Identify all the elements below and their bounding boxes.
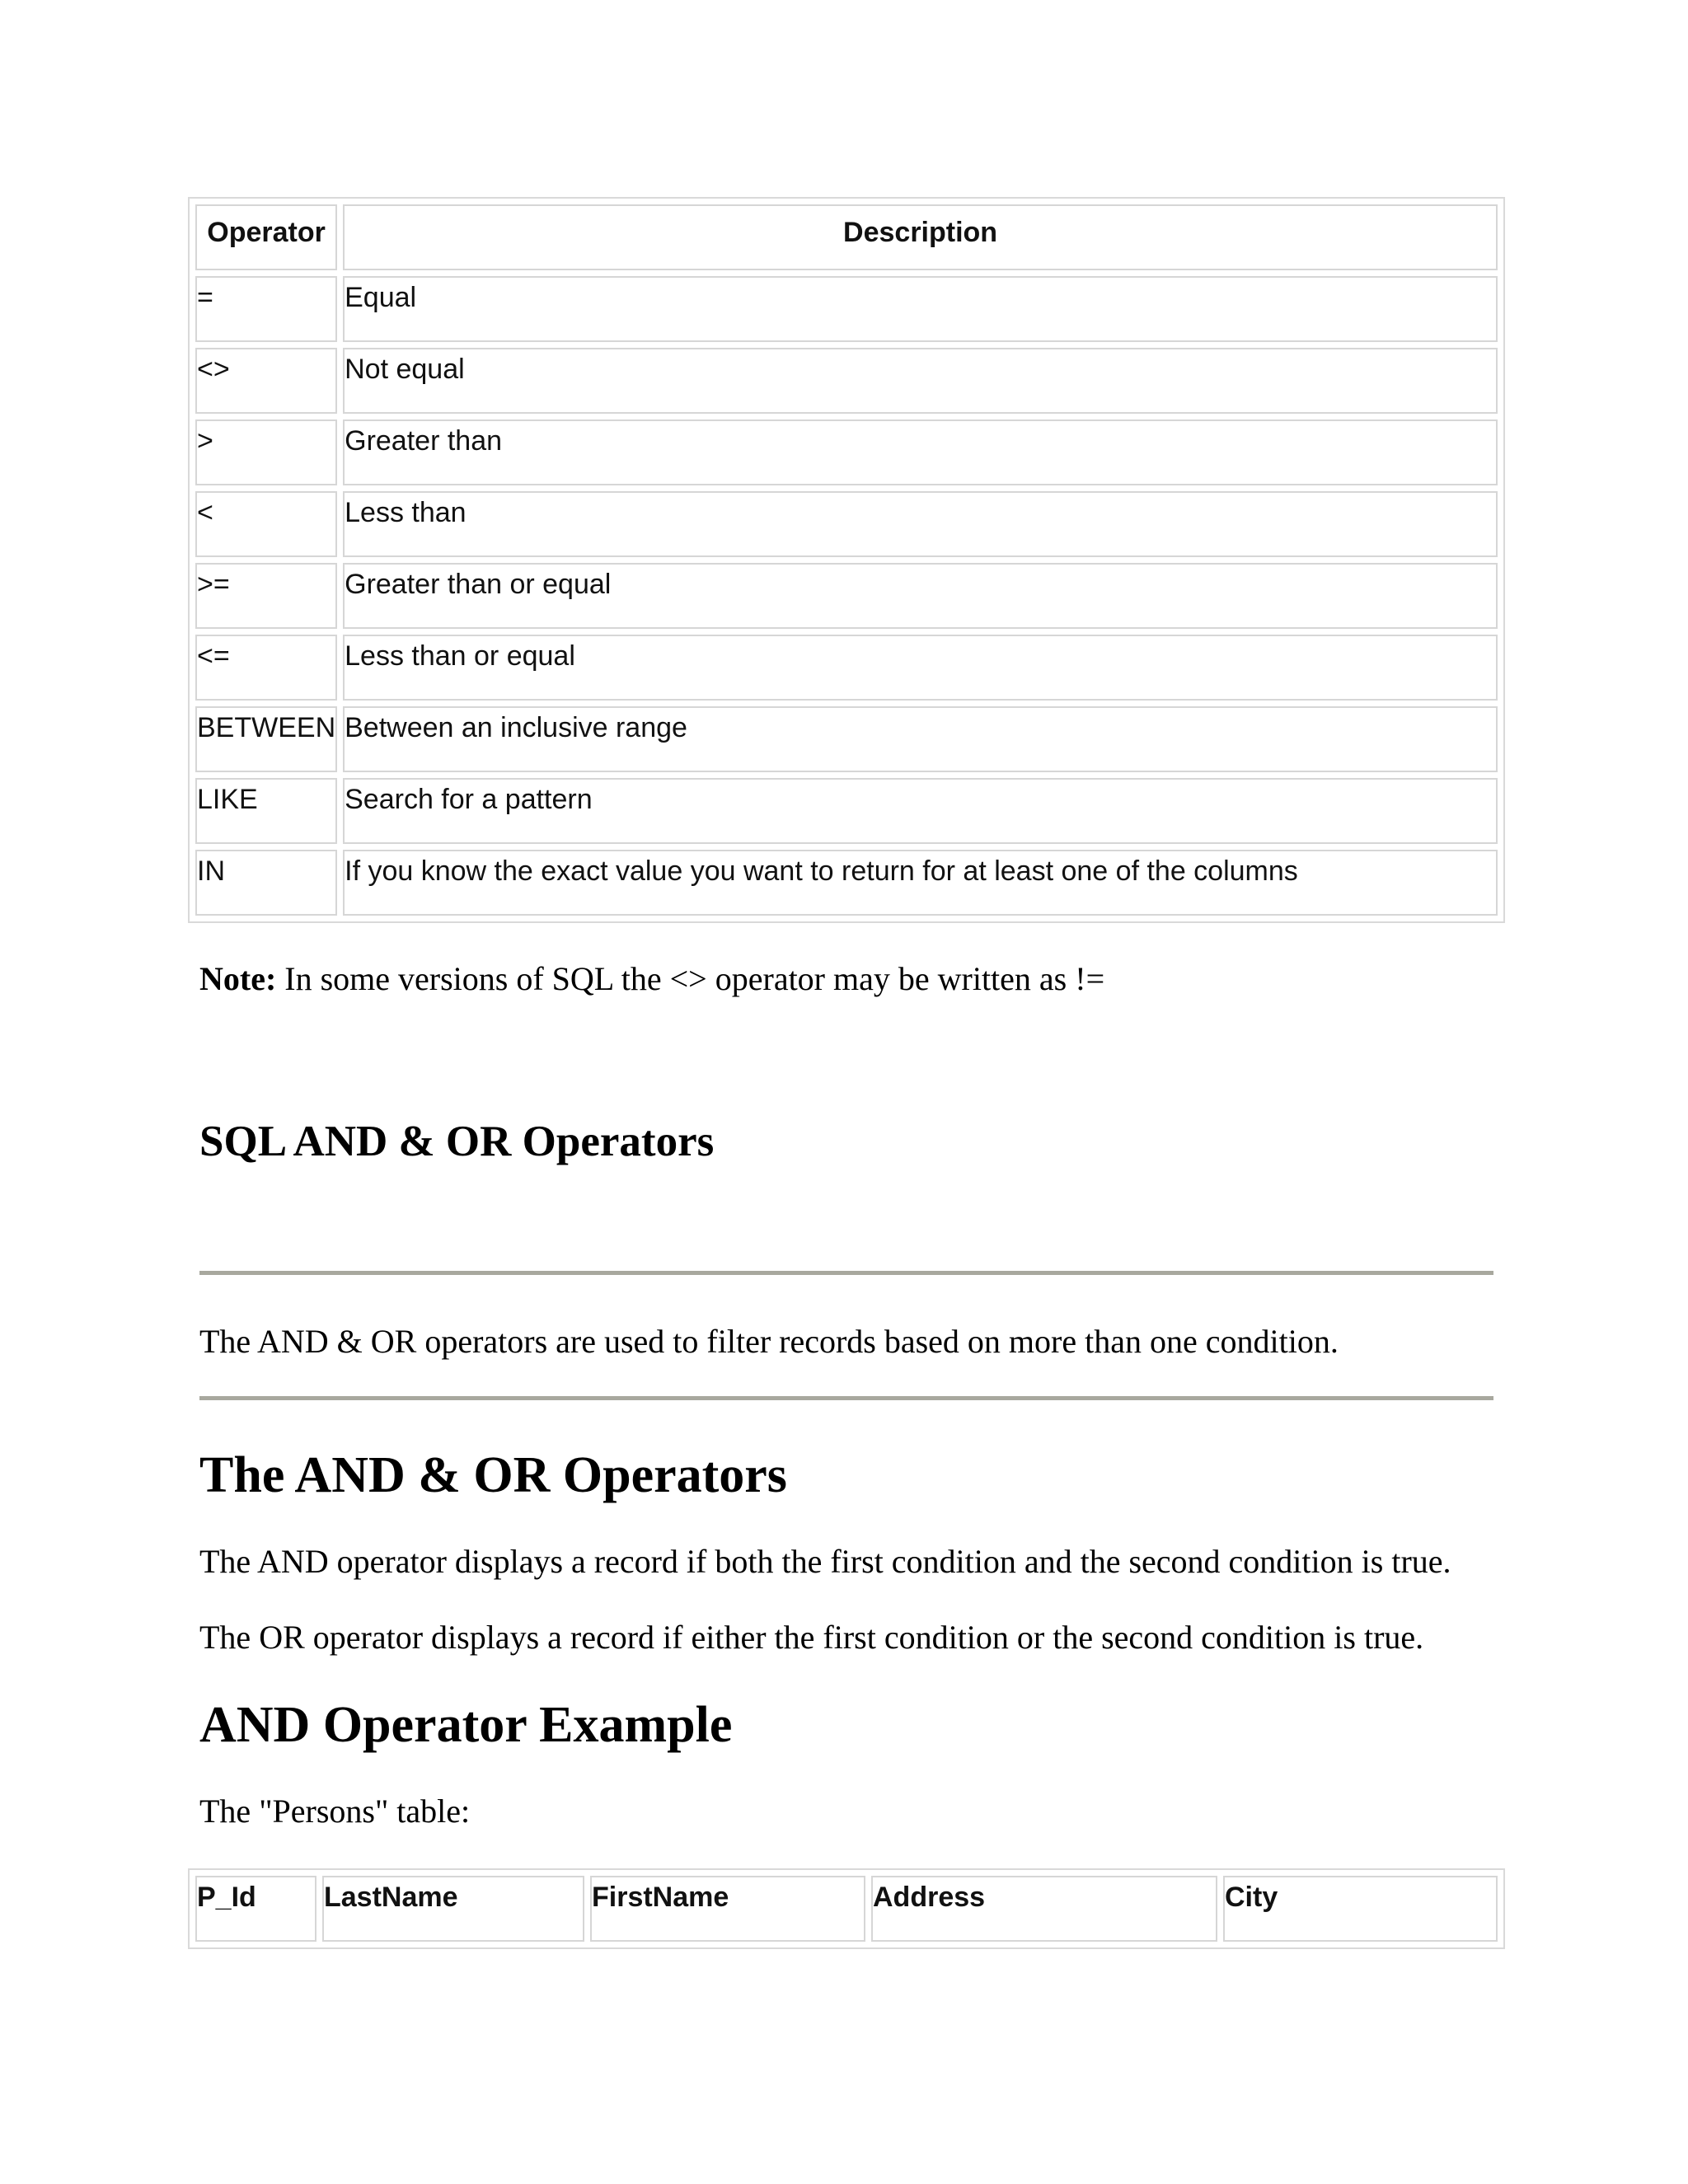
column-header-city: City: [1223, 1876, 1498, 1942]
column-header-lastname: LastName: [322, 1876, 584, 1942]
operator-cell: <>: [195, 348, 337, 414]
note-paragraph: [199, 958, 1104, 1000]
table-header-row: [195, 1876, 1498, 1942]
table-row: [195, 706, 1498, 772]
intro-paragraph: The AND & OR operators are used to filter records based on more than one condition.: [199, 1323, 1339, 1360]
column-header-p-id: P_Id: [195, 1876, 316, 1942]
column-header-firstname: FirstName: [590, 1876, 865, 1942]
andor-heading: The AND & OR Operators: [199, 1447, 787, 1503]
persons-table: [188, 1868, 1505, 1949]
note-label: Note:: [199, 960, 277, 997]
operator-cell: >: [195, 419, 337, 485]
description-cell: Between an inclusive range: [343, 706, 1498, 772]
description-cell: Equal: [343, 276, 1498, 342]
table-row: [195, 348, 1498, 414]
section-heading: SQL AND & OR Operators: [199, 1118, 715, 1165]
note-text: In some versions of SQL the <> operator may be written as !=: [276, 960, 1105, 997]
table-row: [195, 491, 1498, 557]
description-cell: Search for a pattern: [343, 778, 1498, 844]
table-row: [195, 276, 1498, 342]
description-cell: Greater than or equal: [343, 563, 1498, 629]
operator-cell: LIKE: [195, 778, 337, 844]
persons-caption: The "Persons" table:: [199, 1793, 471, 1830]
description-cell: If you know the exact value you want to return for at least one of the columns: [343, 850, 1498, 916]
operator-cell: <: [195, 491, 337, 557]
description-cell: Less than or equal: [343, 635, 1498, 701]
operator-column-header: Operator: [195, 204, 337, 270]
description-cell: Greater than: [343, 419, 1498, 485]
table-row: [195, 419, 1498, 485]
description-cell: Less than: [343, 491, 1498, 557]
and-description: The AND operator displays a record if both the first condition and the second condition is true.: [199, 1543, 1451, 1580]
horizontal-divider: [199, 1396, 1493, 1400]
operator-cell: <=: [195, 635, 337, 701]
or-description: The OR operator displays a record if either the first condition or the second condition is true.: [199, 1619, 1424, 1656]
operator-cell: IN: [195, 850, 337, 916]
table-row: [195, 635, 1498, 701]
table-row: [195, 778, 1498, 844]
table-header-row: [195, 204, 1498, 270]
operator-cell: =: [195, 276, 337, 342]
description-cell: Not equal: [343, 348, 1498, 414]
table-row: [195, 850, 1498, 916]
operator-cell: >=: [195, 563, 337, 629]
operator-cell: BETWEEN: [195, 706, 337, 772]
column-header-address: Address: [871, 1876, 1217, 1942]
horizontal-divider: [199, 1271, 1493, 1275]
example-heading: AND Operator Example: [199, 1697, 733, 1753]
table-row: [195, 563, 1498, 629]
description-column-header: Description: [343, 204, 1498, 270]
operators-table: [188, 197, 1505, 923]
